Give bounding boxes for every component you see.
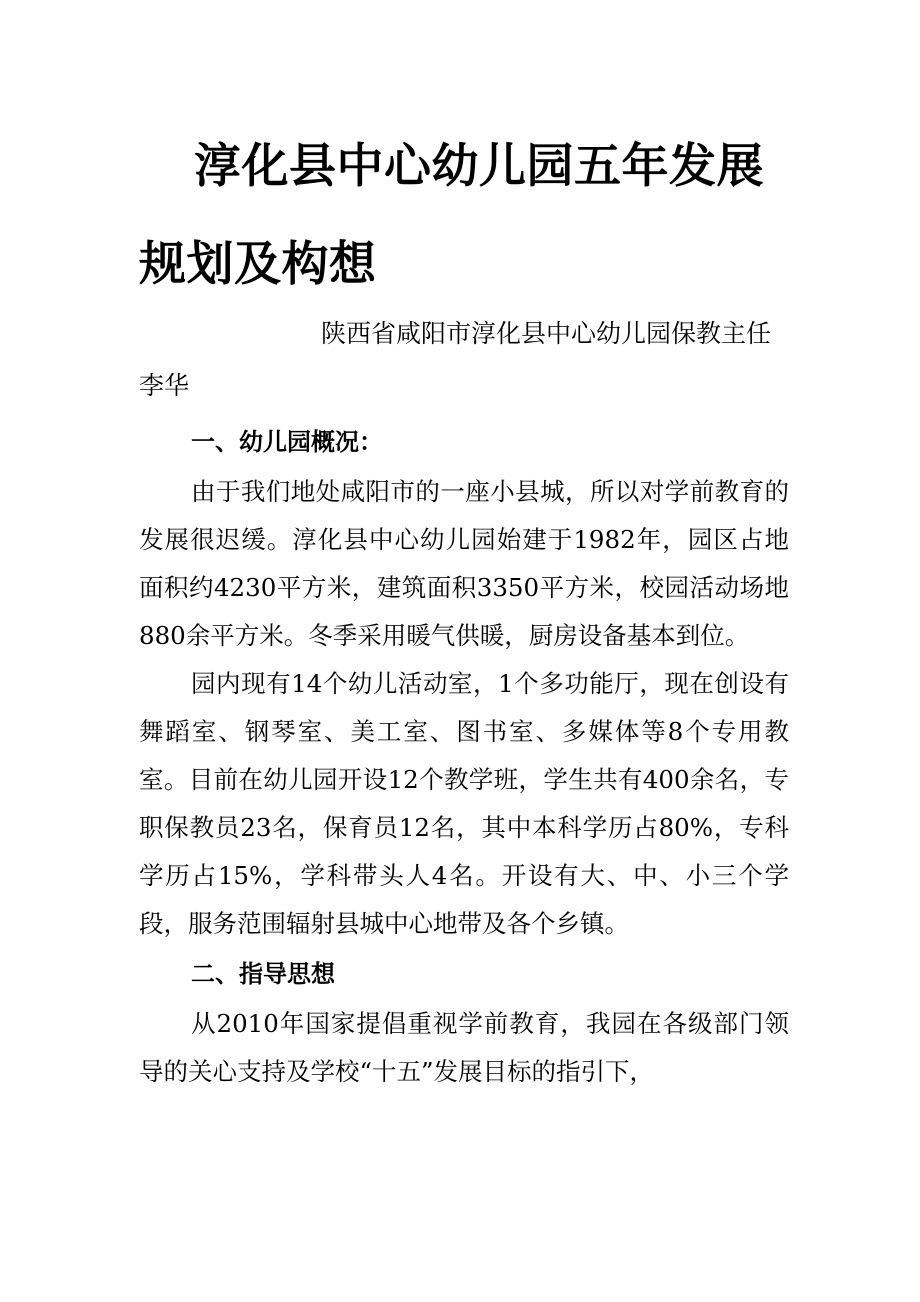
section-heading: 一、幼儿园概况：	[191, 428, 383, 456]
author-line: 陕西省咸阳市淳化县中心幼儿园保教主任李华	[139, 319, 772, 400]
document-body	[139, 416, 789, 1096]
section-guiding-ideology	[139, 948, 789, 1096]
paragraph: 由于我们地处咸阳市的一座小县城，所以对学前教育的发展很迟缓。淳化县中心幼儿园始建于1982年，园区占地面积约4230平方米，建筑面积3350平方米，校园活动场地880余平方米。冬季采用暖气供暖，厨房设备基本到位。	[139, 477, 789, 650]
document-title: 淳化县中心幼儿园五年发展规划及构想	[139, 139, 764, 292]
paragraph: 园内现有14个幼儿活动室，1个多功能厅，现在创设有舞蹈室、钢琴室、美工室、图书室、多媒体等8个专用教室。目前在幼儿园开设12个教学班，学生共有400余名，专职保教员23名，保育员12名，其中本科学历占80%，专科学历占15%，学科带头人4名。开设有大、中、小三个学段，服务范围辐射县城中心地带及各个乡镇。	[139, 669, 789, 938]
paragraph: 从2010年国家提倡重视学前教育，我园在各级部门领导的关心支持及学校“十五”发展目标的指引下，	[139, 1009, 789, 1086]
section-overview	[139, 416, 789, 948]
section-heading: 二、指导思想	[191, 960, 335, 988]
